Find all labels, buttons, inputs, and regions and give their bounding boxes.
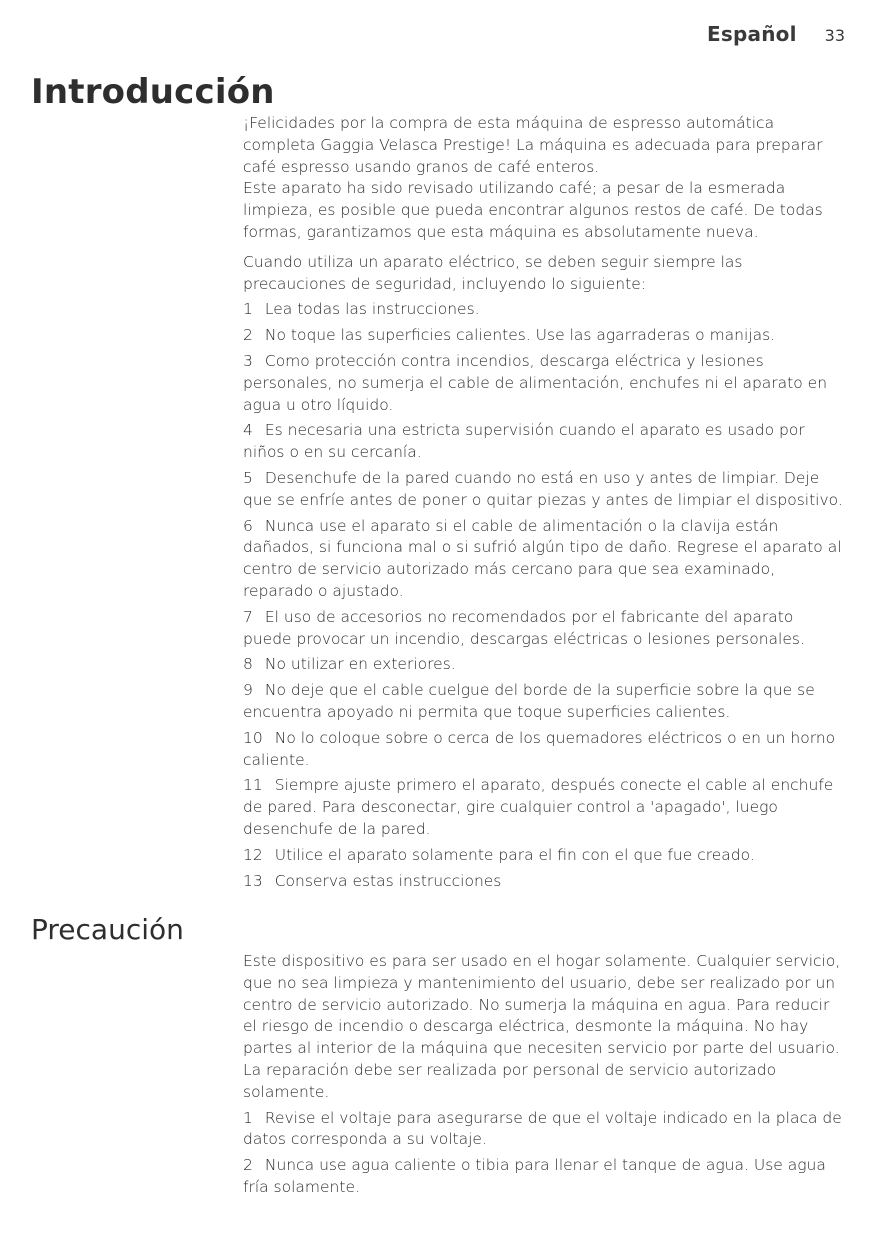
list-item-number: 13 xyxy=(243,871,263,890)
list-item xyxy=(243,325,845,347)
list-item-text: No lo coloque sobre o cerca de los quemadores eléctricos o en un horno caliente. xyxy=(243,728,836,769)
list-item xyxy=(243,654,845,676)
list-item-text: No utilizar en exteriores. xyxy=(264,655,456,674)
list-item-number: 5 xyxy=(243,468,253,487)
list-item-number: 1 xyxy=(243,300,253,319)
list-item xyxy=(243,468,845,512)
intro-paragraph: ¡Felicidades por la compra de esta máquina de espresso automática completa Gaggia Velasca Prestige! La máquina es adecuada para preparar café espresso usando granos de café enteros. xyxy=(243,114,823,176)
list-item-number: 12 xyxy=(243,845,263,864)
list-item-text: No toque las superficies calientes. Use las agarraderas o manijas. xyxy=(264,326,776,345)
list-item-text: No deje que el cable cuelgue del borde de la superficie sobre la que se encuentra apoyado ni permita que toque superficies calientes. xyxy=(243,681,815,721)
intro-heading: Introducción xyxy=(31,72,275,112)
list-item xyxy=(243,351,845,416)
list-item-number: 9 xyxy=(243,681,253,700)
caution-paragraph: Este dispositivo es para ser usado en el hogar solamente. Cualquier servicio, que no sea limpieza y mantenimiento del usuario, debe ser realizado por un centro de servicio autorizado. No sumerja la máquina en agua. Para reducir el riesgo de incendio o descarga eléctrica, desmonte la máquina. No hay partes al interior de la máquina que necesiten servicio por parte del usuario. La reparación debe ser realizada por personal de servicio autorizado solamente. xyxy=(243,952,841,1101)
list-item-text: Utilice el aparato solamente para el fin con el que fue creado. xyxy=(274,845,755,864)
list-item-text: Lea todas las instrucciones. xyxy=(264,300,480,319)
list-item-text: El uso de accesorios no recomendados por el fabricante del aparato puede provocar un incendio, descargas eléctricas o lesiones personales. xyxy=(243,607,805,648)
list-item-number: 8 xyxy=(243,655,253,674)
list-item xyxy=(243,845,845,867)
intro-section xyxy=(243,113,845,892)
list-item xyxy=(243,607,845,651)
list-item xyxy=(243,680,845,724)
list-item-text: Conserva estas instrucciones xyxy=(274,871,502,890)
list-item-text: Desenchufe de la pared cuando no está en uso y antes de limpiar. Deje que se enfríe antes de poner o quitar piezas y antes de limpiar el dispositivo. xyxy=(243,468,843,509)
intro-paragraph: Cuando utiliza un aparato eléctrico, se deben seguir siempre las precauciones de seguridad, incluyendo lo siguiente: xyxy=(243,252,743,293)
list-item xyxy=(243,871,845,893)
list-item-number: 1 xyxy=(243,1108,253,1127)
list-item-number: 2 xyxy=(243,1156,253,1175)
page-header xyxy=(707,22,845,46)
list-item-text: Nunca use el aparato si el cable de alimentación o la clavija están dañados, si funciona mal o si sufrió algún tipo de daño. Regrese el aparato al centro de servicio autorizado más cercano para que sea examinado, reparado o ajustado. xyxy=(243,516,842,600)
list-item xyxy=(243,1155,845,1199)
list-item-number: 7 xyxy=(243,607,253,626)
list-item xyxy=(243,728,845,772)
caution-heading: Precaución xyxy=(31,913,184,946)
list-item-number: 6 xyxy=(243,516,253,535)
list-item-number: 2 xyxy=(243,326,253,345)
list-item-text: Revise el voltaje para asegurarse de que el voltaje indicado en la placa de datos corresponda a su voltaje. xyxy=(243,1108,842,1149)
list-item-text: Es necesaria una estricta supervisión cuando el aparato es usado por niños o en su cercanía. xyxy=(243,421,805,462)
list-item-text: Siempre ajuste primero el aparato, después conecte el cable al enchufe de pared. Para desconectar, gire cualquier control a 'apagado', luego desenchufe de la pared. xyxy=(243,776,834,838)
list-item-number: 3 xyxy=(243,351,253,370)
list-item xyxy=(243,775,845,840)
list-item-text: Nunca use agua caliente o tibia para llenar el tanque de agua. Use agua fría solamente. xyxy=(243,1156,826,1196)
list-item xyxy=(243,516,845,603)
caution-section xyxy=(243,951,845,1199)
page-number: 33 xyxy=(824,26,845,45)
intro-paragraph: Este aparato ha sido revisado utilizando café; a pesar de la esmerada limpieza, es posible que pueda encontrar algunos restos de café. De todas formas, garantizamos que esta máquina es absolutamente nueva. xyxy=(243,179,823,241)
list-item xyxy=(243,420,845,464)
list-item-text: Como protección contra incendios, descarga eléctrica y lesiones personales, no sumerja el cable de alimentación, enchufes ni el aparato en agua u otro líquido. xyxy=(243,351,828,414)
language-label: Español xyxy=(707,22,797,46)
list-item-number: 11 xyxy=(243,776,263,795)
list-item xyxy=(243,1108,845,1152)
list-item-number: 10 xyxy=(243,728,263,747)
list-item-number: 4 xyxy=(243,421,253,440)
list-item xyxy=(243,299,845,321)
